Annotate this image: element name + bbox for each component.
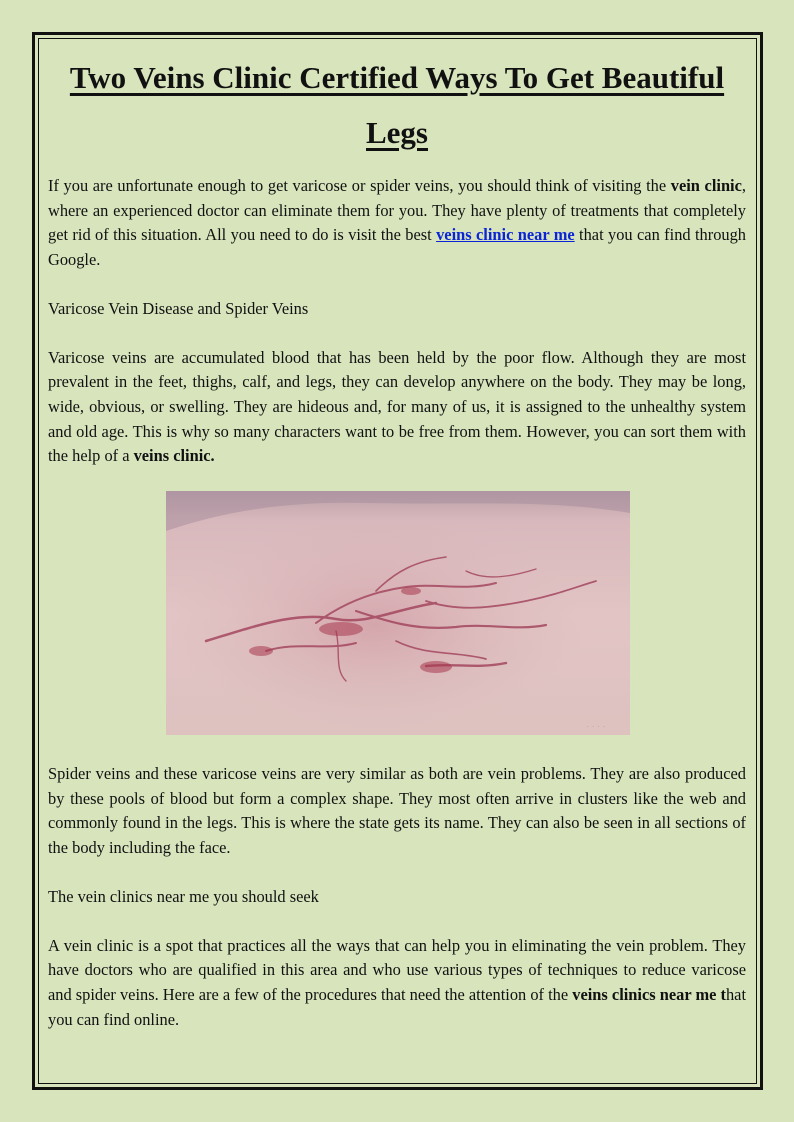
veins-clinic-bold: veins clinic. <box>133 446 215 466</box>
leg-veins-photo <box>166 491 630 735</box>
svg-text:· · · ·: · · · · <box>586 721 606 731</box>
article-title: Two Veins Clinic Certified Ways To Get Beautiful Legs <box>69 60 725 150</box>
intro-paragraph: If you are unfortunate enough to get varicose or spider veins, you should think of visiting the vein clinic, where an experienced doctor can eliminate them for you. They have plenty of treatments that completely get rid of this situation. All you need to do is visit the best veins clinic near me that you can find through Google. <box>48 176 746 270</box>
article-top <box>48 50 746 469</box>
section-heading-varicose: Varicose Vein Disease and Spider Veins <box>48 298 309 318</box>
varicose-paragraph: Varicose veins are accumulated blood that has been held by the poor flow. Although they are most prevalent in the feet, thighs, calf, and legs, they can develop anywhere on the body. They may be long, wide, obvious, or swelling. They are hideous and, for many of us, it is assigned to the unhealthy system and old age. This is why so many characters want to be free from them. However, you can sort them with the help of a veins clinic. <box>48 347 746 466</box>
spider-veins-paragraph: Spider veins and these varicose veins are very similar as both are vein problems. They are also produced by these pools of blood but form a complex shape. They most often arrive in clusters like the web and commonly found in the legs. This is where the state gets its name. They can also be seen in all sections of the body including the face. <box>48 764 746 858</box>
vein-clinic-bold: vein clinic <box>670 176 742 195</box>
veins-clinics-near-me-bold: veins clinics near me t <box>572 984 726 1004</box>
article-bottom <box>48 762 746 1032</box>
vein-clinic-paragraph: A vein clinic is a spot that practices all the ways that can help you in eliminating the vein problem. They have doctors who are qualified in this area and who use various types of techniques to reduce varicose and spider veins. Here are a few of the procedures that need the attention of the veins clinics near me that you can find online. <box>48 935 746 1029</box>
veins-clinic-near-me-link[interactable]: veins clinic near me <box>436 225 575 245</box>
section-heading-vein-clinics: The vein clinics near me you should seek <box>48 886 319 906</box>
